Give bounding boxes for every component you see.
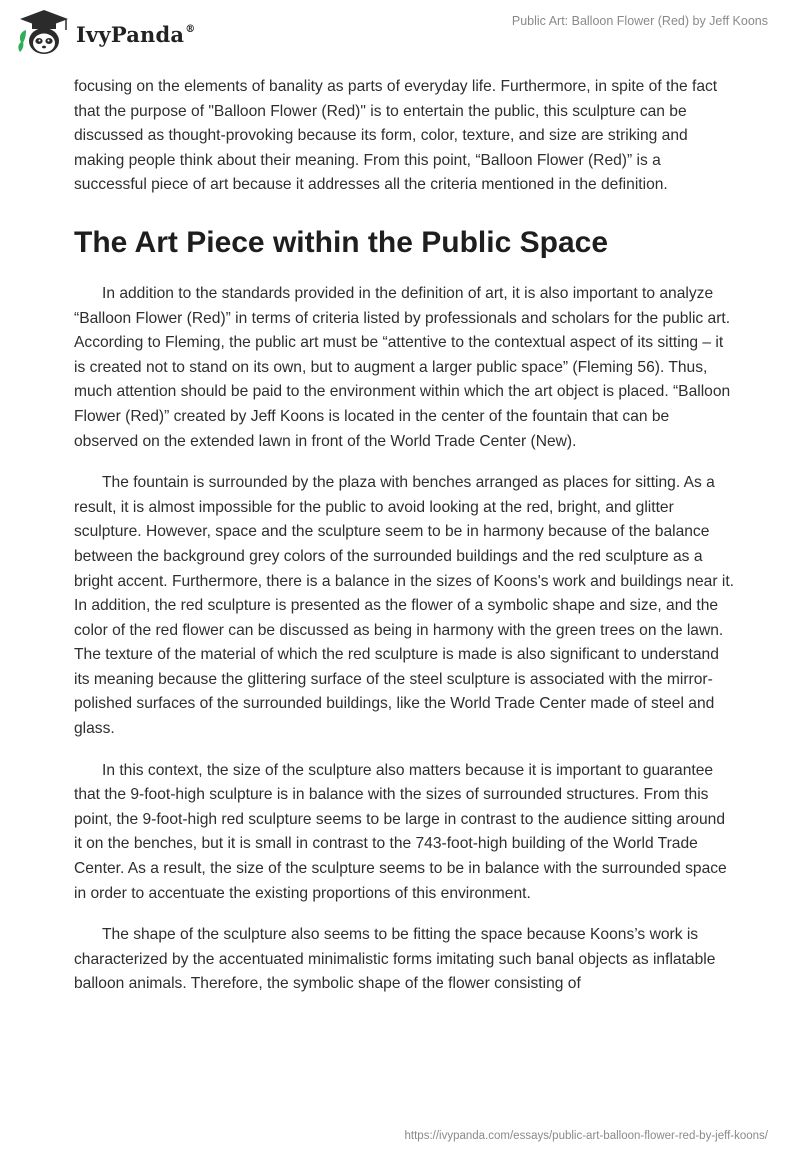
body-paragraph: The fountain is surrounded by the plaza with benches arranged as places for sitting. As a result, it is almost impossible for the public to avoid looking at the red, bright, and glitter sculpture. However, space and the sculpture seem to be in harmony because of the balance between the background grey colors of the surrounded buildings and the red sculpture as a bright accent. Furthermore, there is a balance in the sizes of Koons's work and buildings near it. In addition, the red sculpture is presented as the flower of a symbolic shape and size, and the color of the red flower can be discussed as being in harmony with the green trees on the lawn. The texture of the material of which the red sculpture is made is also significant to understand its meaning because the glittering surface of the steel sculpture is associated with the mirror-polished surfaces of the surrounded buildings, like the World Trade Center made of steel and glass. <box>74 474 734 738</box>
section-heading: The Art Piece within the Public Space <box>74 225 609 259</box>
source-url[interactable]: https://ivypanda.com/essays/public-art-balloon-flower-red-by-jeff-koons/ <box>404 1130 768 1142</box>
registered-mark: ® <box>185 23 196 35</box>
body-paragraph: The shape of the sculpture also seems to be fitting the space because Koons’s work is characterized by the accentuated minimalistic forms imitating such banal objects as inflatable balloon animals. Therefore, the symbolic shape of the flower consisting of <box>74 926 716 993</box>
brand-name: IvyPanda <box>76 21 185 47</box>
page-header <box>0 0 800 62</box>
panda-graduate-icon <box>16 8 72 58</box>
essay-content <box>74 75 734 997</box>
intro-paragraph: focusing on the elements of banality as parts of everyday life. Furthermore, in spite of the fact that the purpose of "Balloon Flower (Red)" is to entertain the public, this sculpture can be discussed as thought-provoking because its form, color, texture, and size are striking and making people think about their meaning. From this point, “Balloon Flower (Red)” is a successful piece of art because it addresses all the criteria mentioned in the definition. <box>74 78 718 194</box>
document-title: Public Art: Balloon Flower (Red) by Jeff Koons <box>511 14 768 28</box>
ivypanda-logo[interactable] <box>16 8 195 58</box>
body-paragraph: In this context, the size of the sculpture also matters because it is important to guarantee that the 9-foot-high sculpture is in balance with the sizes of surrounded structures. From this point, the 9-foot-high red sculpture seems to be large in contrast to the audience sitting around it on the benches, but it is small in contrast to the 743-foot-high building of the World Trade Center. As a result, the size of the sculpture seems to be in balance with the surrounded space in order to accentuate the existing proportions of this environment. <box>74 761 727 902</box>
body-paragraph: In addition to the standards provided in the definition of art, it is also important to analyze “Balloon Flower (Red)” in terms of criteria listed by professionals and scholars for the public art. According to Fleming, the public art must be “attentive to the contextual aspect of its sitting – it is created not to stand on its own, but to augment a larger public space” (Fleming 56). Thus, much attention should be paid to the environment within which the art object is placed. “Balloon Flower (Red)” created by Jeff Koons is located in the center of the fountain that can be observed on the extended lawn in front of the World Trade Center (New). <box>74 284 731 450</box>
